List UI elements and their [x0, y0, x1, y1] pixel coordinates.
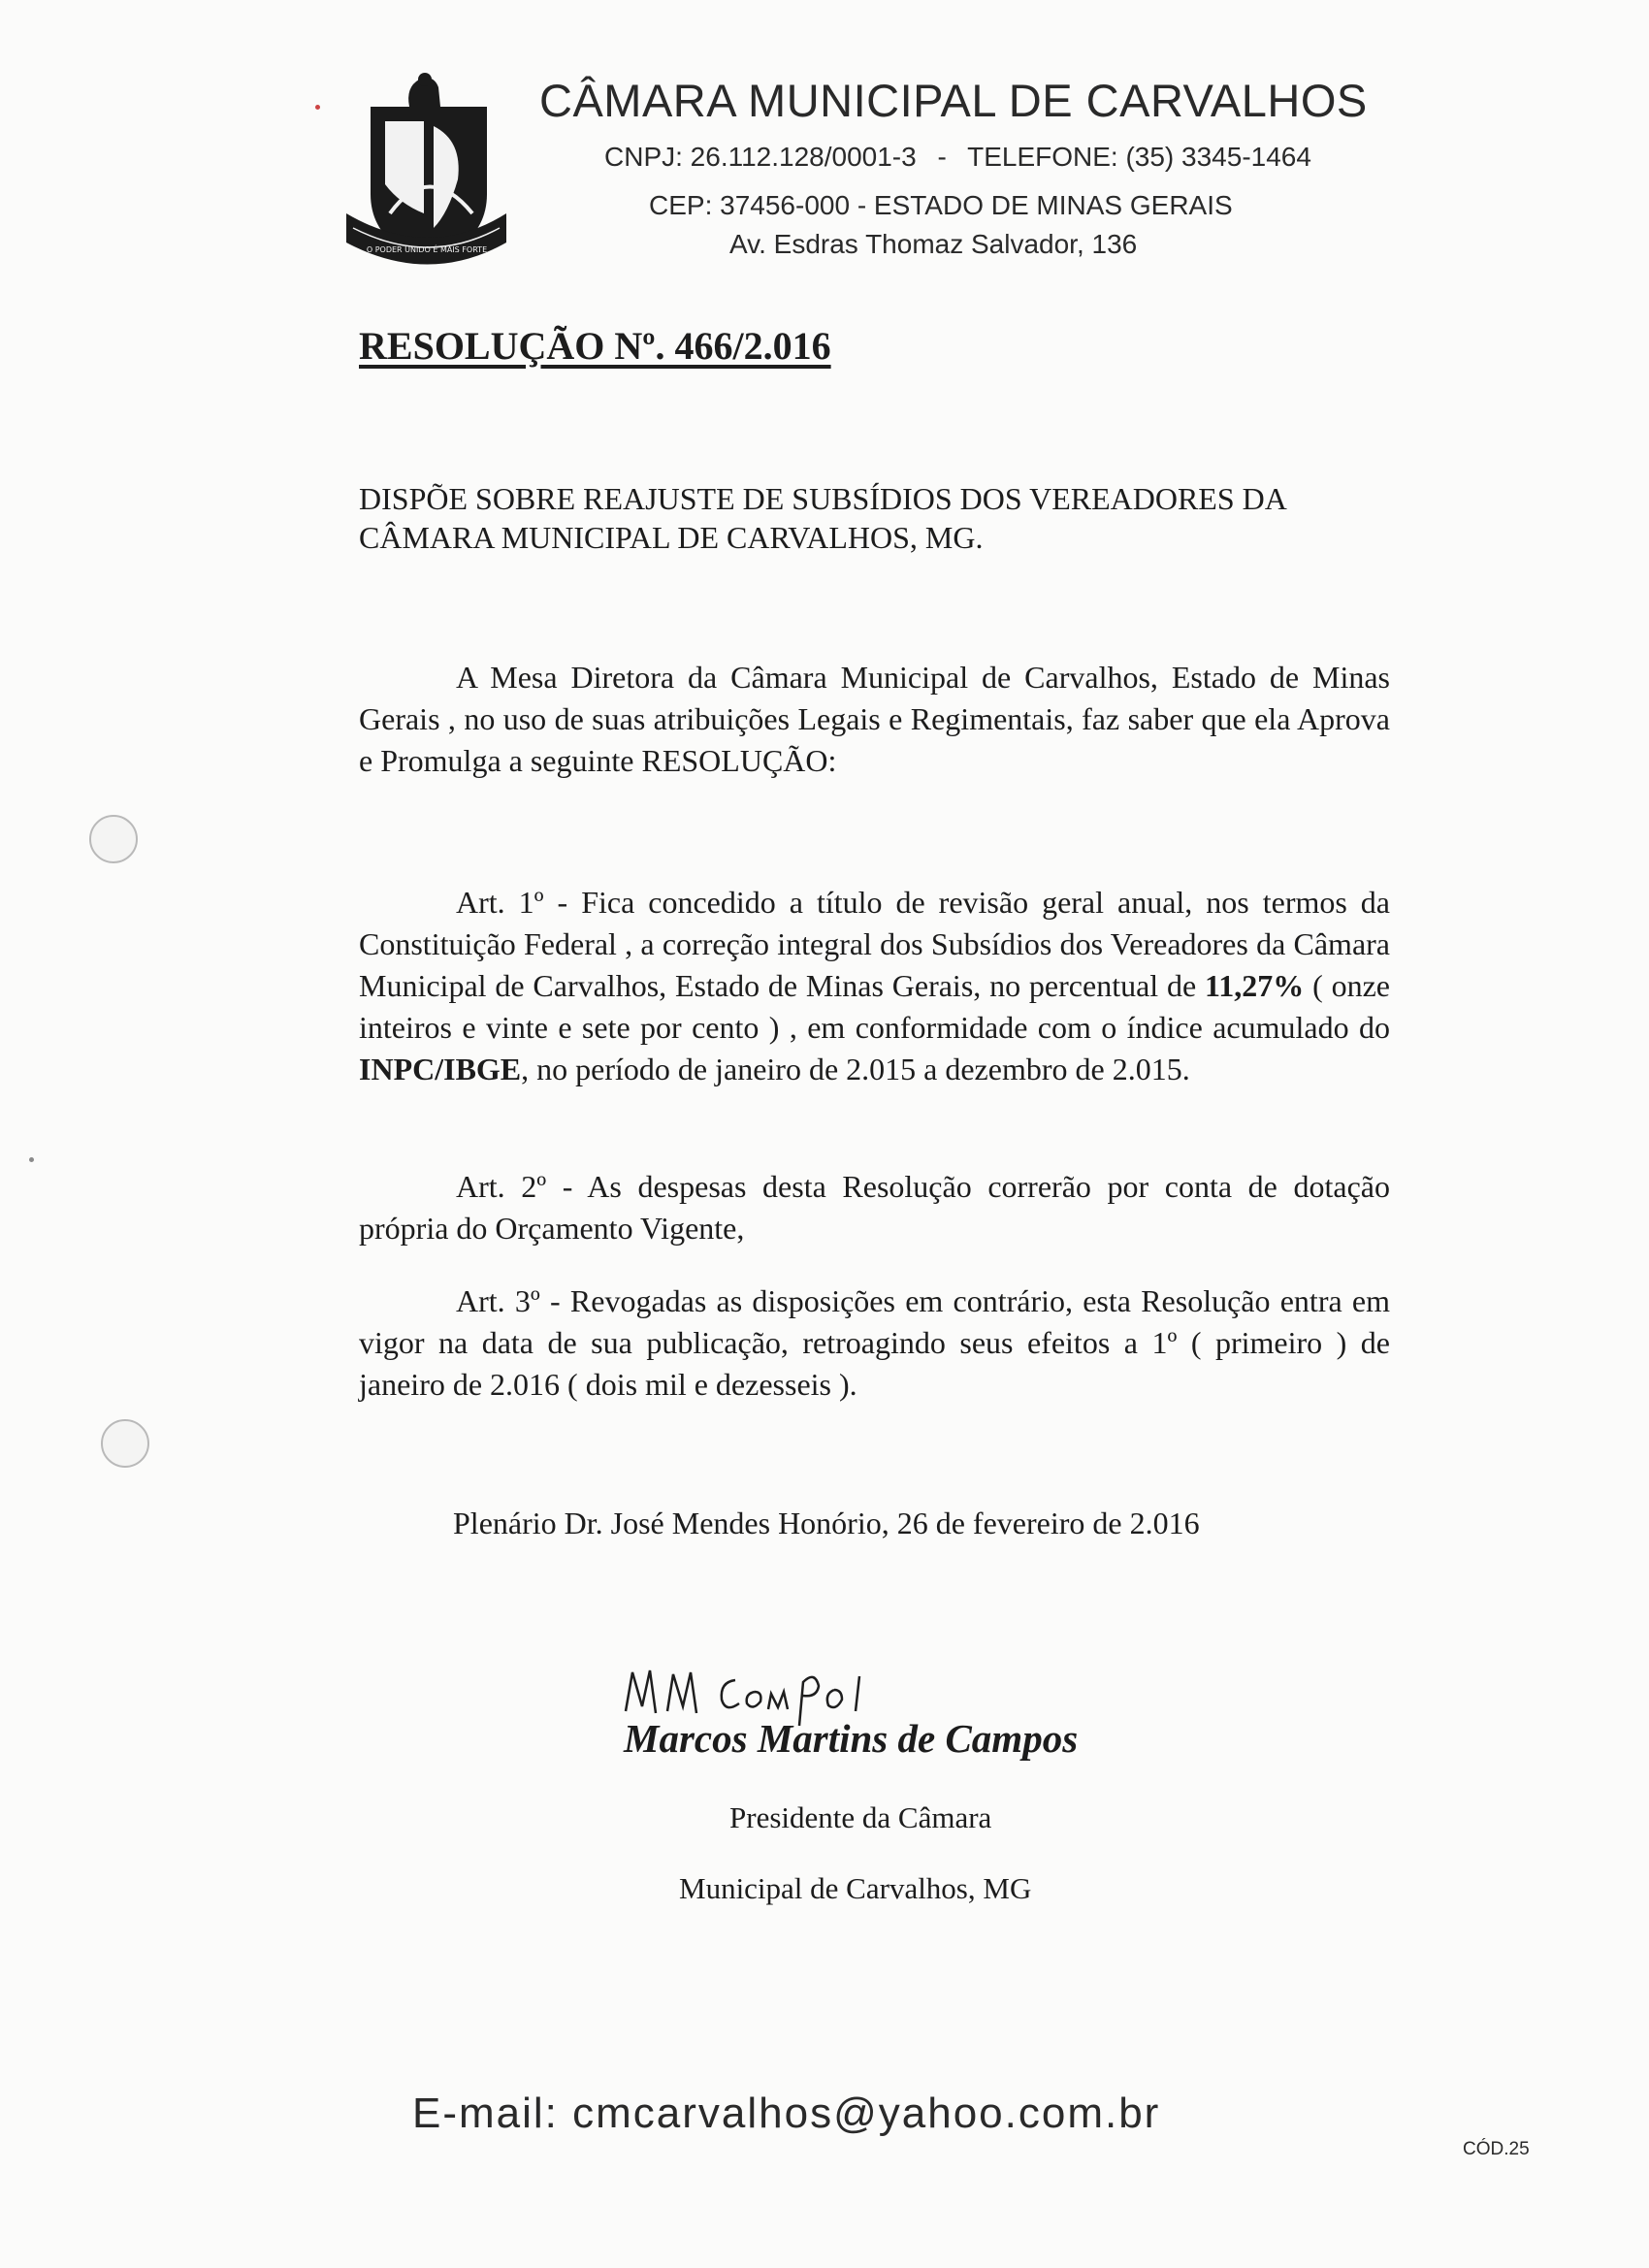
place-date: Plenário Dr. José Mendes Honório, 26 de fevereiro de 2.016 [453, 1506, 1200, 1540]
signatory-name: Marcos Martins de Campos [624, 1716, 1079, 1761]
article-1-index: INPC/IBGE [359, 1052, 522, 1086]
cnpj: CNPJ: 26.112.128/0001-3 [604, 142, 917, 172]
phone: TELEFONE: (35) 3345-1464 [967, 142, 1311, 172]
signatory-role-line2: Municipal de Carvalhos, MG [679, 1871, 1032, 1905]
contact-email: E-mail: cmcarvalhos@yahoo.com.br [412, 2090, 1161, 2137]
article-1-percent: 11,27% [1205, 968, 1305, 1003]
article-1-text-cont: ( onze inteiros e vinte e sete por cento ) , em conformidade com o índice acumulado do [359, 968, 1391, 1045]
address-line: Av. Esdras Thomaz Salvador, 136 [729, 229, 1138, 259]
punch-hole-bottom [101, 1419, 149, 1468]
article-1-text-end: , no período de janeiro de 2.015 a dezembro de 2.015. [521, 1052, 1190, 1086]
header-separator: - [937, 142, 947, 172]
intro-paragraph: A Mesa Diretora da Câmara Municipal de Carvalhos, Estado de Minas Gerais , no uso de suas atribuições Legais e Regimentais, faz saber que ela Aprova e Promulga a seguinte RESOLUÇÃO: [359, 660, 1390, 778]
resolution-title: RESOLUÇÃO Nº. 466/2.016 [359, 324, 831, 368]
institution-title: CÂMARA MUNICIPAL DE CARVALHOS [539, 75, 1368, 126]
punch-hole-top [89, 815, 138, 863]
signatory-role-line1: Presidente da Câmara [729, 1800, 992, 1834]
cnpj-line [604, 142, 1311, 173]
article-2: Art. 2º - As despesas desta Resolução correrão por conta de dotação própria do Orçamento Vigente, [359, 1169, 1390, 1246]
resolution-subject: DISPÕE SOBRE REAJUSTE DE SUBSÍDIOS DOS VEREADORES DA CÂMARA MUNICIPAL DE CARVALHOS, MG. [359, 481, 1286, 555]
scan-speck [315, 105, 320, 110]
crest-motto: O PODER UNIDO É MAIS FORTE [366, 245, 488, 254]
article-3: Art. 3º - Revogadas as disposições em contrário, esta Resolução entra em vigor na data de sua publicação, retroagindo seus efeitos a 1º ( primeiro ) de janeiro de 2.016 ( dois mil e dezesseis ). [359, 1283, 1390, 1402]
municipal-crest-icon [341, 68, 511, 276]
cep-line: CEP: 37456-000 - ESTADO DE MINAS GERAIS [649, 190, 1233, 220]
scan-speck [29, 1157, 34, 1162]
document-code: CÓD.25 [1463, 2139, 1530, 2159]
article-1-text: Art. 1º - Fica concedido a título de revisão geral anual, nos termos da Constituição Federal , a correção integral dos Subsídios dos Vereadores da Câmara Municipal de Carvalhos, Estado de Minas Gerais, no percentual de [359, 885, 1390, 1003]
article-1 [359, 882, 1390, 1090]
